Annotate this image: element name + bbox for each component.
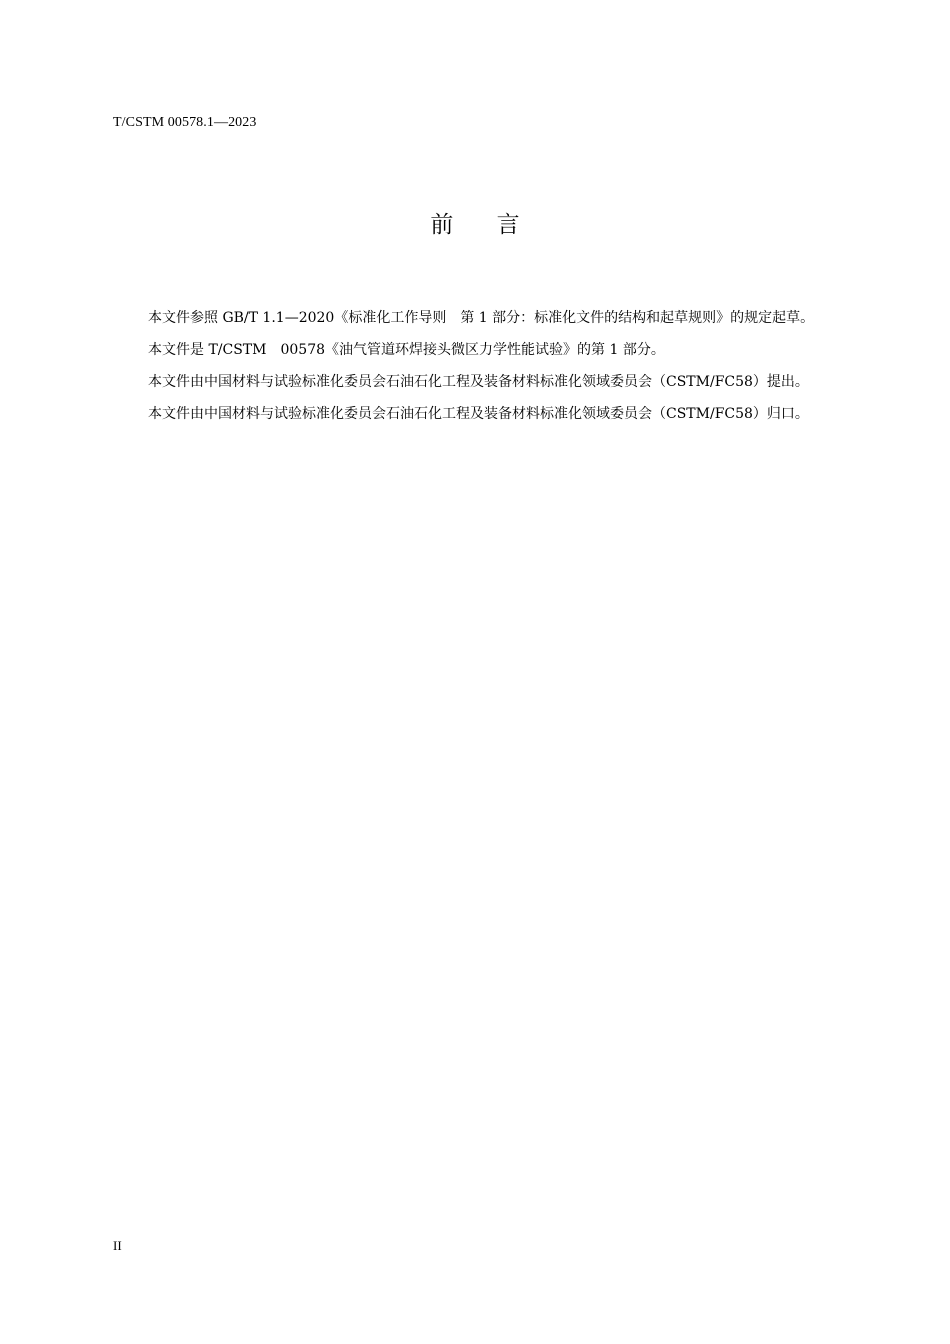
preface-body	[113, 305, 860, 433]
page-number: II	[113, 1238, 122, 1253]
paragraph: 本文件由中国材料与试验标准化委员会石油石化工程及装备材料标准化领域委员会（CSTM/FC58）归口。	[148, 406, 809, 422]
page-title: 前 言	[430, 212, 538, 238]
paragraph: 本文件是 T/CSTM 00578《油气管道环焊接头微区力学性能试验》的第 1 部分。	[148, 342, 665, 358]
paragraph: 本文件由中国材料与试验标准化委员会石油石化工程及装备材料标准化领域委员会（CSTM/FC58）提出。	[148, 374, 809, 390]
paragraph: 本文件参照 GB/T 1.1—2020《标准化工作导则 第 1 部分：标准化文件的结构和起草规则》的规定起草。	[148, 310, 815, 326]
document-code: T/CSTM 00578.1—2023	[113, 115, 257, 130]
